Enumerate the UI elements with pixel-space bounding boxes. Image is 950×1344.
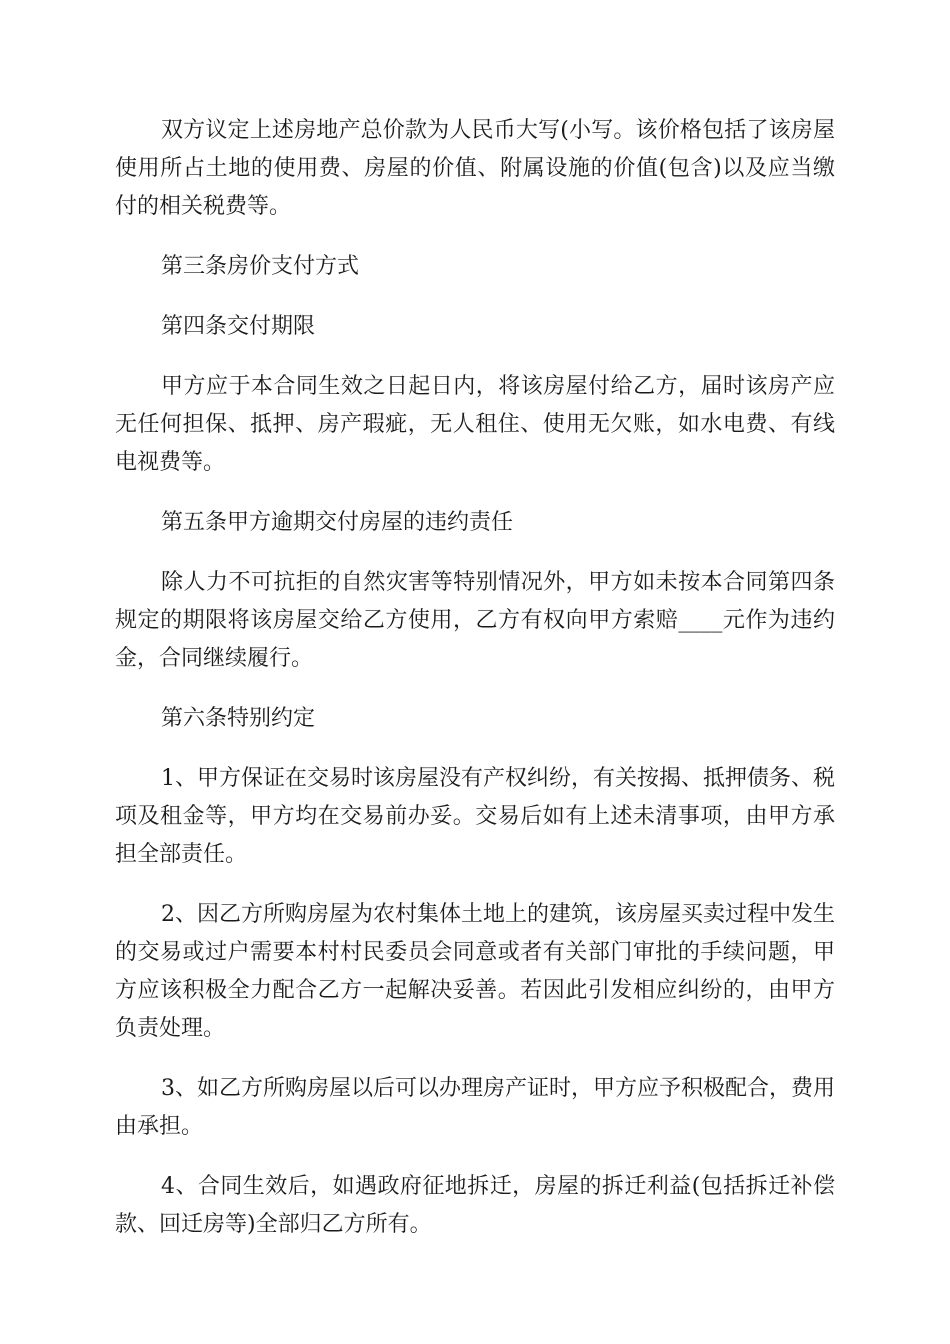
paragraph-special-clause-3: 3、如乙方所购房屋以后可以办理房产证时，甲方应予积极配合，费用由承担。 <box>115 1076 835 1139</box>
heading-article-5: 第五条甲方逾期交付房屋的违约责任 <box>161 510 514 535</box>
paragraph-special-clause-1: 1、甲方保证在交易时该房屋没有产权纠纷，有关按揭、抵押债务、税项及租金等，甲方均在交易前办妥。交易后如有上述未清事项，由甲方承担全部责任。 <box>115 766 835 867</box>
paragraph-special-clause-4: 4、合同生效后，如遇政府征地拆迁，房屋的拆迁利益(包括拆迁补偿款、回迁房等)全部归乙方所有。 <box>115 1174 835 1237</box>
heading-article-6: 第六条特别约定 <box>161 706 316 731</box>
paragraph-delivery-term: 甲方应于本合同生效之日起日内，将该房屋付给乙方，届时该房产应无任何担保、抵押、房产瑕疵，无人租住、使用无欠账，如水电费、有线电视费等。 <box>115 374 835 475</box>
heading-article-3: 第三条房价支付方式 <box>161 254 360 279</box>
paragraph-special-clause-2: 2、因乙方所购房屋为农村集体土地上的建筑，该房屋买卖过程中发生的交易或过户需要本村村民委员会同意或者有关部门审批的手续问题，甲方应该积极全力配合乙方一起解决妥善。若因此引发相应纠纷的，由甲方负责处理。 <box>115 902 835 1041</box>
document-body <box>115 112 835 1266</box>
heading-article-4: 第四条交付期限 <box>161 314 316 339</box>
paragraph-total-price: 双方议定上述房地产总价款为人民币大写(小写。该价格包括了该房屋使用所占土地的使用费、房屋的价值、附属设施的价值(包含)以及应当缴付的相关税费等。 <box>115 118 835 219</box>
paragraph-breach-liability: 除人力不可抗拒的自然灾害等特别情况外，甲方如未按本合同第四条规定的期限将该房屋交给乙方使用，乙方有权向甲方索赔____元作为违约金，合同继续履行。 <box>115 570 835 671</box>
